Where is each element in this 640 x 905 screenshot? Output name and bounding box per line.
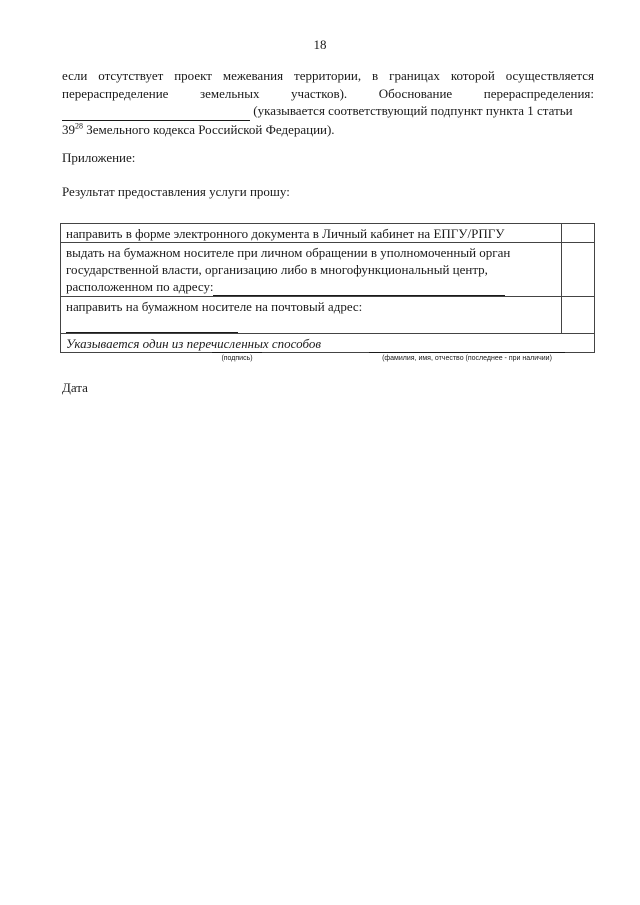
intro-word: перераспределение <box>62 85 169 101</box>
options-note: Указывается один из перечисленных способов <box>61 334 595 353</box>
intro-word: участков). <box>291 85 348 101</box>
date-label: Дата <box>62 380 88 395</box>
intro-line-1: если отсутствует проект межевания территории, в границах которой осуществляется <box>62 68 594 83</box>
option-row <box>61 243 595 297</box>
option-line <box>66 278 556 296</box>
option-line <box>66 315 556 333</box>
option-row <box>61 297 595 334</box>
intro-line-4 <box>62 121 594 139</box>
intro-word: Обоснование <box>378 85 453 101</box>
option-text <box>61 297 562 334</box>
option-line: направить на бумажном носителе на почтовый адрес: <box>66 299 363 314</box>
full-name-caption: (фамилия, имя, отчество (последнее - при наличии) <box>382 355 552 362</box>
option-checkbox-cell[interactable] <box>562 224 595 243</box>
address-blank[interactable] <box>213 278 505 296</box>
option-line: выдать на бумажном носителе при личном обращении в уполномоченный орган <box>66 245 511 260</box>
option-checkbox-cell[interactable] <box>562 297 595 334</box>
option-line: направить в форме электронного документа в Личный кабинет на ЕПГУ/РПГУ <box>66 226 505 241</box>
signature-caption: (подпись) <box>221 355 253 362</box>
full-name-line[interactable] <box>369 352 565 353</box>
postal-address-blank[interactable] <box>66 315 238 333</box>
intro-paragraph <box>62 67 594 138</box>
article-superscript: 28 <box>75 121 83 131</box>
option-checkbox-cell[interactable] <box>562 243 595 297</box>
page-number: 18 <box>313 37 327 52</box>
justification-blank <box>62 102 250 121</box>
intro-word: земельных <box>199 85 260 101</box>
signature-line[interactable] <box>212 352 262 353</box>
option-text <box>61 224 562 243</box>
delivery-options-table <box>60 223 595 353</box>
intro-word: перераспределения: <box>483 85 594 101</box>
intro-line-2 <box>62 85 594 103</box>
article-number: 39 <box>62 121 75 137</box>
option-row <box>61 334 595 353</box>
option-line: государственной власти, организацию либо в многофункциональный центр, <box>66 262 488 277</box>
attachment-label: Приложение: <box>62 150 136 165</box>
option-line-text: расположенном по адресу: <box>66 279 214 294</box>
intro-line-4-text: Земельного кодекса Российской Федерации). <box>83 121 335 137</box>
intro-line-3 <box>62 102 594 121</box>
option-row <box>61 224 595 243</box>
option-text <box>61 243 562 297</box>
intro-line-3-text: (указывается соответствующий подпункт пункта 1 статьи <box>253 103 573 118</box>
result-label: Результат предоставления услуги прошу: <box>62 184 290 199</box>
